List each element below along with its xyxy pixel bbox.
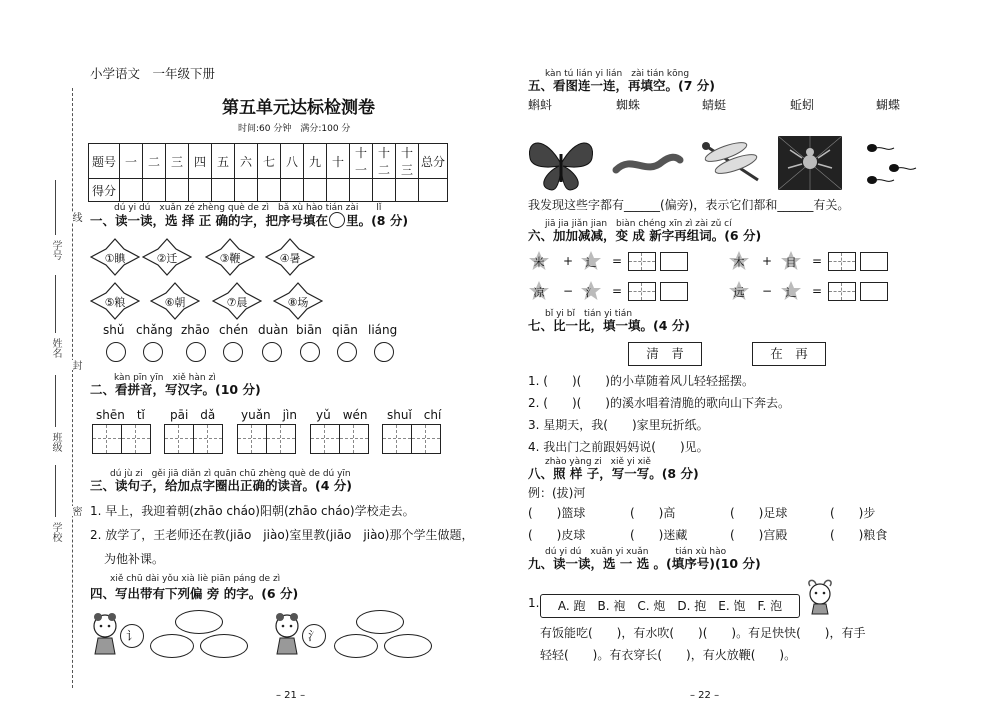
q2-heading: 二、看拼音，写汉字。(10 分) (90, 382, 261, 397)
margin-label-name: 姓名 (50, 338, 61, 358)
radical-label: 讠 (125, 629, 138, 643)
blank-line-name (55, 275, 56, 333)
margin-label-school: 学校 (50, 522, 61, 542)
score-cell: 题号 (89, 144, 120, 179)
dragonfly-icon (696, 138, 768, 188)
star-char (528, 250, 550, 272)
score-input-cell[interactable] (235, 179, 258, 202)
q3-sentence-2b: 为他补课。 (104, 552, 165, 566)
score-cell: 八 (281, 144, 304, 179)
operator: − (563, 284, 574, 298)
blank-line-school (55, 465, 56, 517)
score-cell: 十一 (350, 144, 373, 179)
page-subtitle: 时间:60 分钟 满分:100 分 (238, 124, 351, 134)
butterfly-icon (526, 136, 596, 192)
q3-sentence-2: 2. 放学了，王老师还在教(jiāo jiào)室里教(jiāo jiào)那个学生做题， (90, 528, 474, 542)
word-pair-scroll: 清 青 (628, 342, 702, 366)
q9-line-1: 有饭能吃( )，有水吹( )( )。有足快快( )，有手 (540, 626, 866, 640)
score-table-header-row (89, 144, 448, 179)
q5-word: 蝌蚪 (528, 98, 553, 112)
q9-pinyin: dú yi dú xuǎn yi xuǎn tián xù hào (545, 547, 727, 557)
score-cell: 三 (166, 144, 189, 179)
tadpole-icon (858, 136, 918, 190)
operator: = (812, 284, 823, 298)
star-char (580, 250, 602, 272)
writing-grid[interactable] (310, 424, 369, 454)
q6-pinyin: jiā jia jiǎn jian biàn chéng xīn zì zài zǔ cí (545, 219, 732, 229)
q8-item: ( )宫殿 (730, 528, 788, 542)
pinyin-word: shǔ (103, 323, 125, 337)
score-cell: 四 (189, 144, 212, 179)
q7-heading: 七、比一比，填一填。(4 分) (528, 318, 690, 333)
diamond-label: ⑤粮 (104, 296, 126, 309)
answer-circle[interactable] (223, 342, 243, 362)
q9-number: 1. (528, 596, 540, 610)
q5-pinyin: kàn tú lián yi lián zài tián kōng (545, 69, 690, 79)
q7-sentence-3: 3. 星期天，我( )家里玩折纸。 (528, 418, 709, 432)
score-input-cell[interactable] (419, 179, 448, 202)
writing-grid[interactable] (92, 424, 151, 454)
seal-mark-3: 密 (70, 506, 81, 516)
blank-line-id (55, 180, 56, 235)
q5-word: 蜻蜓 (702, 98, 727, 112)
new-char-box[interactable] (628, 252, 656, 271)
q5-word: 蚯蚓 (790, 98, 815, 112)
q8-item: ( )步 (830, 506, 876, 520)
score-cell: 十 (327, 144, 350, 179)
q2-word-pinyin: yuǎn jìn (241, 408, 297, 422)
pinyin-word: liáng (368, 323, 398, 337)
answer-bubble[interactable] (150, 634, 194, 658)
operator: + (762, 254, 773, 268)
new-char-box[interactable] (628, 282, 656, 301)
diamond-label: ①睓 (104, 252, 126, 265)
star-char-label: 氵 (585, 286, 597, 299)
score-table-score-row (89, 179, 448, 202)
q2-word-pinyin: shuǐ chí (387, 408, 442, 422)
seal-mark-2: 封 (70, 360, 81, 370)
star-char (780, 280, 802, 302)
score-input-cell[interactable] (166, 179, 189, 202)
writing-grid[interactable] (237, 424, 296, 454)
radical-bubble (302, 624, 326, 648)
q3-heading: 三、读句子，给加点字圈出正确的读音。(4 分) (90, 478, 352, 493)
answer-circle[interactable] (337, 342, 357, 362)
star-char (728, 280, 750, 302)
score-cell: 十二 (373, 144, 396, 179)
q9-line-2: 轻轻( )。有衣穿长( )，有火放鞭( )。 (540, 648, 797, 662)
q2-word-pinyin: pāi dǎ (170, 408, 216, 422)
answer-bubble[interactable] (334, 634, 378, 658)
answer-circle[interactable] (106, 342, 126, 362)
diamond-option (90, 282, 140, 320)
q5-heading: 五、看图连一连，再填空。(7 分) (528, 78, 715, 93)
earthworm-icon (612, 148, 684, 178)
writing-grid[interactable] (164, 424, 223, 454)
score-cell: 九 (304, 144, 327, 179)
answer-circle[interactable] (374, 342, 394, 362)
operator: + (563, 254, 574, 268)
new-char-box[interactable] (828, 282, 856, 301)
operator: = (812, 254, 823, 268)
answer-bubble[interactable] (200, 634, 248, 658)
star-char-label: 米 (533, 256, 545, 269)
diamond-option (142, 238, 192, 276)
word-box[interactable] (860, 282, 888, 301)
q7-sentence-4: 4. 我出门之前跟妈妈说( )见。 (528, 440, 709, 454)
score-input-cell[interactable] (258, 179, 281, 202)
score-input-cell[interactable] (304, 179, 327, 202)
score-cell: 七 (258, 144, 281, 179)
q4-pinyin: xiě chū dài yǒu xià liè piān páng de zì (110, 574, 281, 584)
q6-heading: 六、加加减减，变 成 新字再组词。(6 分) (528, 228, 762, 243)
q7-sentence-2: 2. ( )( )的溪水唱着清脆的歌向山下奔去。 (528, 396, 790, 410)
star-char-label: 凉 (533, 286, 545, 299)
page-number-left: – 21 – (276, 690, 306, 701)
score-input-cell[interactable] (327, 179, 350, 202)
score-row-label: 得分 (89, 179, 120, 202)
q9-heading: 九、读一读，选 一 选 。(填序号)(10 分) (528, 556, 761, 571)
q8-pinyin: zhào yàng zi xiě yi xiě (545, 457, 651, 467)
radical-bubble (120, 624, 144, 648)
diamond-label: ⑦晨 (226, 296, 248, 309)
q5-fill-sentence: 我发现这些字都有______(偏旁)，表示它们都和______有关。 (528, 198, 850, 212)
pinyin-word: biān (296, 323, 322, 337)
score-cell: 二 (143, 144, 166, 179)
score-input-cell[interactable] (373, 179, 396, 202)
star-char-label: 辶 (785, 286, 797, 299)
score-cell: 六 (235, 144, 258, 179)
q3-pinyin: dú jù zi gěi jiā diǎn zì quān chū zhèng què de dú yīn (110, 469, 351, 479)
answer-bubble[interactable] (175, 610, 223, 634)
binding-line (72, 88, 73, 688)
score-input-cell[interactable] (281, 179, 304, 202)
diamond-option (205, 238, 255, 276)
pinyin-word: duàn (258, 323, 289, 337)
word-box[interactable] (660, 282, 688, 301)
blank-line-class (55, 375, 56, 427)
new-char-box[interactable] (828, 252, 856, 271)
score-cell: 十三 (396, 144, 419, 179)
diamond-label: ④暑 (279, 252, 301, 265)
pinyin-word: chǎng (136, 323, 173, 337)
cartoon-girl-icon (272, 612, 306, 658)
score-input-cell[interactable] (212, 179, 235, 202)
diamond-label: ⑥朝 (164, 296, 186, 309)
diamond-option (150, 282, 200, 320)
q1-heading (90, 212, 408, 228)
q8-example: 例：(拔)河 (528, 486, 586, 500)
radical-label: 氵 (307, 629, 320, 643)
q5-word: 蝴蝶 (876, 98, 901, 112)
diamond-label: ②迁 (156, 252, 178, 265)
margin-label-id: 学号 (50, 240, 61, 260)
star-char (780, 250, 802, 272)
q9-options-box: A. 跑 B. 袍 C. 炮 D. 抱 E. 饱 F. 泡 (540, 594, 800, 618)
q1-heading-tail: 里。(8 分) (346, 213, 409, 228)
q8-item: ( )粮食 (830, 528, 888, 542)
star-char-label: 木 (733, 256, 745, 269)
answer-circle[interactable] (143, 342, 163, 362)
score-input-cell[interactable] (120, 179, 143, 202)
q8-item: ( )皮球 (528, 528, 586, 542)
q8-item: ( )高 (630, 506, 676, 520)
operator: − (762, 284, 773, 298)
q8-item: ( )足球 (730, 506, 788, 520)
q7-sentence-1: 1. ( )( )的小草随着风儿轻轻摇摆。 (528, 374, 754, 388)
q8-heading: 八、照 样 子，写一写。(8 分) (528, 466, 699, 481)
diamond-label: ③鞭 (219, 252, 241, 265)
q3-sentence-1: 1. 早上，我迎着朝(zhāo cháo)阳朝(zhāo cháo)学校走去。 (90, 504, 415, 518)
score-input-cell[interactable] (143, 179, 166, 202)
spider-icon (778, 136, 842, 190)
answer-circle[interactable] (186, 342, 206, 362)
star-char-label: 远 (733, 286, 745, 299)
q5-word: 蜘蛛 (616, 98, 641, 112)
star-char (728, 250, 750, 272)
operator: = (612, 284, 623, 298)
q1-heading-text: 一、读一读，选 择 正 确的字，把序号填在 (90, 213, 329, 228)
answer-bubble[interactable] (384, 634, 432, 658)
q2-pinyin: kàn pīn yīn xiě hàn zì (114, 373, 216, 383)
operator: = (612, 254, 623, 268)
word-pair-scroll: 在 再 (752, 342, 826, 366)
q8-item: ( )篮球 (528, 506, 586, 520)
score-input-cell[interactable] (189, 179, 212, 202)
star-char (528, 280, 550, 302)
score-cell: 总分 (419, 144, 448, 179)
cartoon-girl-icon (90, 612, 124, 658)
star-char (580, 280, 602, 302)
star-char-label: 目 (785, 256, 797, 269)
diamond-option (90, 238, 140, 276)
writing-grid[interactable] (382, 424, 441, 454)
seal-mark-1: 线 (70, 212, 81, 222)
blank-circle-icon (329, 212, 345, 228)
q4-heading: 四、写出带有下列偏 旁 的字。(6 分) (90, 586, 299, 601)
answer-circle[interactable] (262, 342, 282, 362)
margin-label-class: 班级 (50, 432, 61, 452)
diamond-label: ⑧场 (287, 296, 309, 309)
score-table (88, 143, 448, 202)
word-box[interactable] (660, 252, 688, 271)
page-header: 小学语文 一年级下册 (90, 66, 216, 81)
diamond-option (212, 282, 262, 320)
answer-circle[interactable] (300, 342, 320, 362)
score-input-cell[interactable] (350, 179, 373, 202)
page-number-right: – 22 – (690, 690, 720, 701)
score-cell: 一 (120, 144, 143, 179)
page-title: 第五单元达标检测卷 (222, 98, 375, 118)
score-cell: 五 (212, 144, 235, 179)
cartoon-flower-girl-icon (800, 576, 840, 616)
q8-item: ( )迷藏 (630, 528, 688, 542)
pinyin-word: chén (219, 323, 249, 337)
star-char-label: 辶 (585, 256, 597, 269)
q2-word-pinyin: shēn tǐ (96, 408, 145, 422)
word-box[interactable] (860, 252, 888, 271)
pinyin-word: qiān (332, 323, 358, 337)
diamond-option (273, 282, 323, 320)
diamond-option (265, 238, 315, 276)
q1-pinyin: dú yi dú xuǎn zé zhèng què de zì bǎ xù hào tián zài lǐ (114, 203, 382, 213)
answer-bubble[interactable] (356, 610, 404, 634)
q2-word-pinyin: yǔ wén (316, 408, 368, 422)
pinyin-word: zhāo (181, 323, 210, 337)
q7-pinyin: bǐ yi bǐ tián yi tián (545, 309, 633, 319)
score-input-cell[interactable] (396, 179, 419, 202)
